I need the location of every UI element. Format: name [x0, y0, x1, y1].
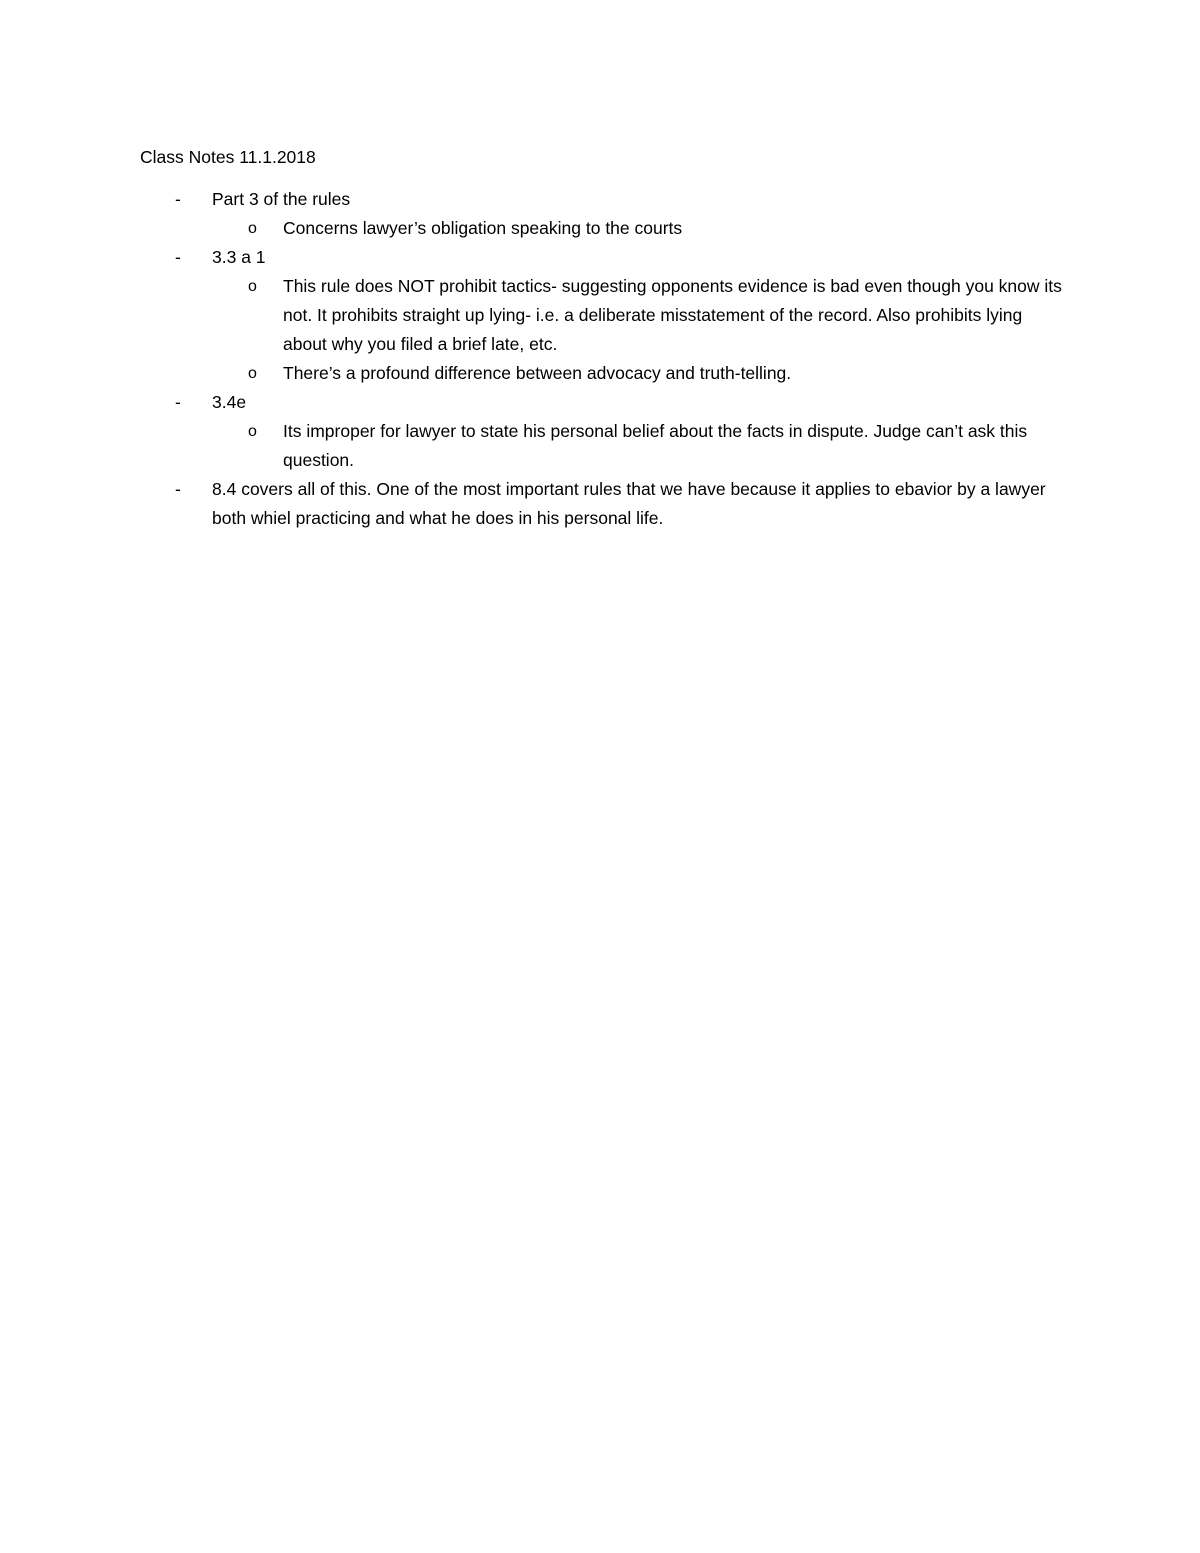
dash-marker: - [175, 247, 181, 267]
list-item-text: 3.4e [212, 392, 247, 412]
sub-list-item-text: This rule does NOT prohibit tactics- suggesting opponents evidence is bad even though you know its not. It prohibits straight up lying- i.e. a deliberate misstatement of the record. Also prohibits lying about why you filed a brief late, etc. [283, 276, 1062, 354]
sub-list-item-text: Concerns lawyer’s obligation speaking to the courts [283, 218, 683, 238]
list-item-text: 3.3 a 1 [212, 247, 266, 267]
dash-marker: - [175, 189, 181, 209]
bullet-marker: o [248, 278, 257, 295]
page-title: Class Notes 11.1.2018 [140, 147, 316, 167]
list-item-text: Part 3 of the rules [212, 189, 351, 209]
bullet-marker: o [248, 365, 257, 382]
bullet-marker: o [248, 220, 257, 237]
sub-list-item-text: There’s a profound difference between advocacy and truth-telling. [283, 363, 792, 383]
dash-marker: - [175, 479, 181, 499]
dash-marker: - [175, 392, 181, 412]
bullet-marker: o [248, 423, 257, 440]
list-item-text: 8.4 covers all of this. One of the most important rules that we have because it applies to ebavior by a lawyer both whiel practicing and what he does in his personal life. [212, 479, 1046, 528]
sub-list-item-text: Its improper for lawyer to state his personal belief about the facts in dispute. Judge can’t ask this question. [283, 421, 1028, 470]
